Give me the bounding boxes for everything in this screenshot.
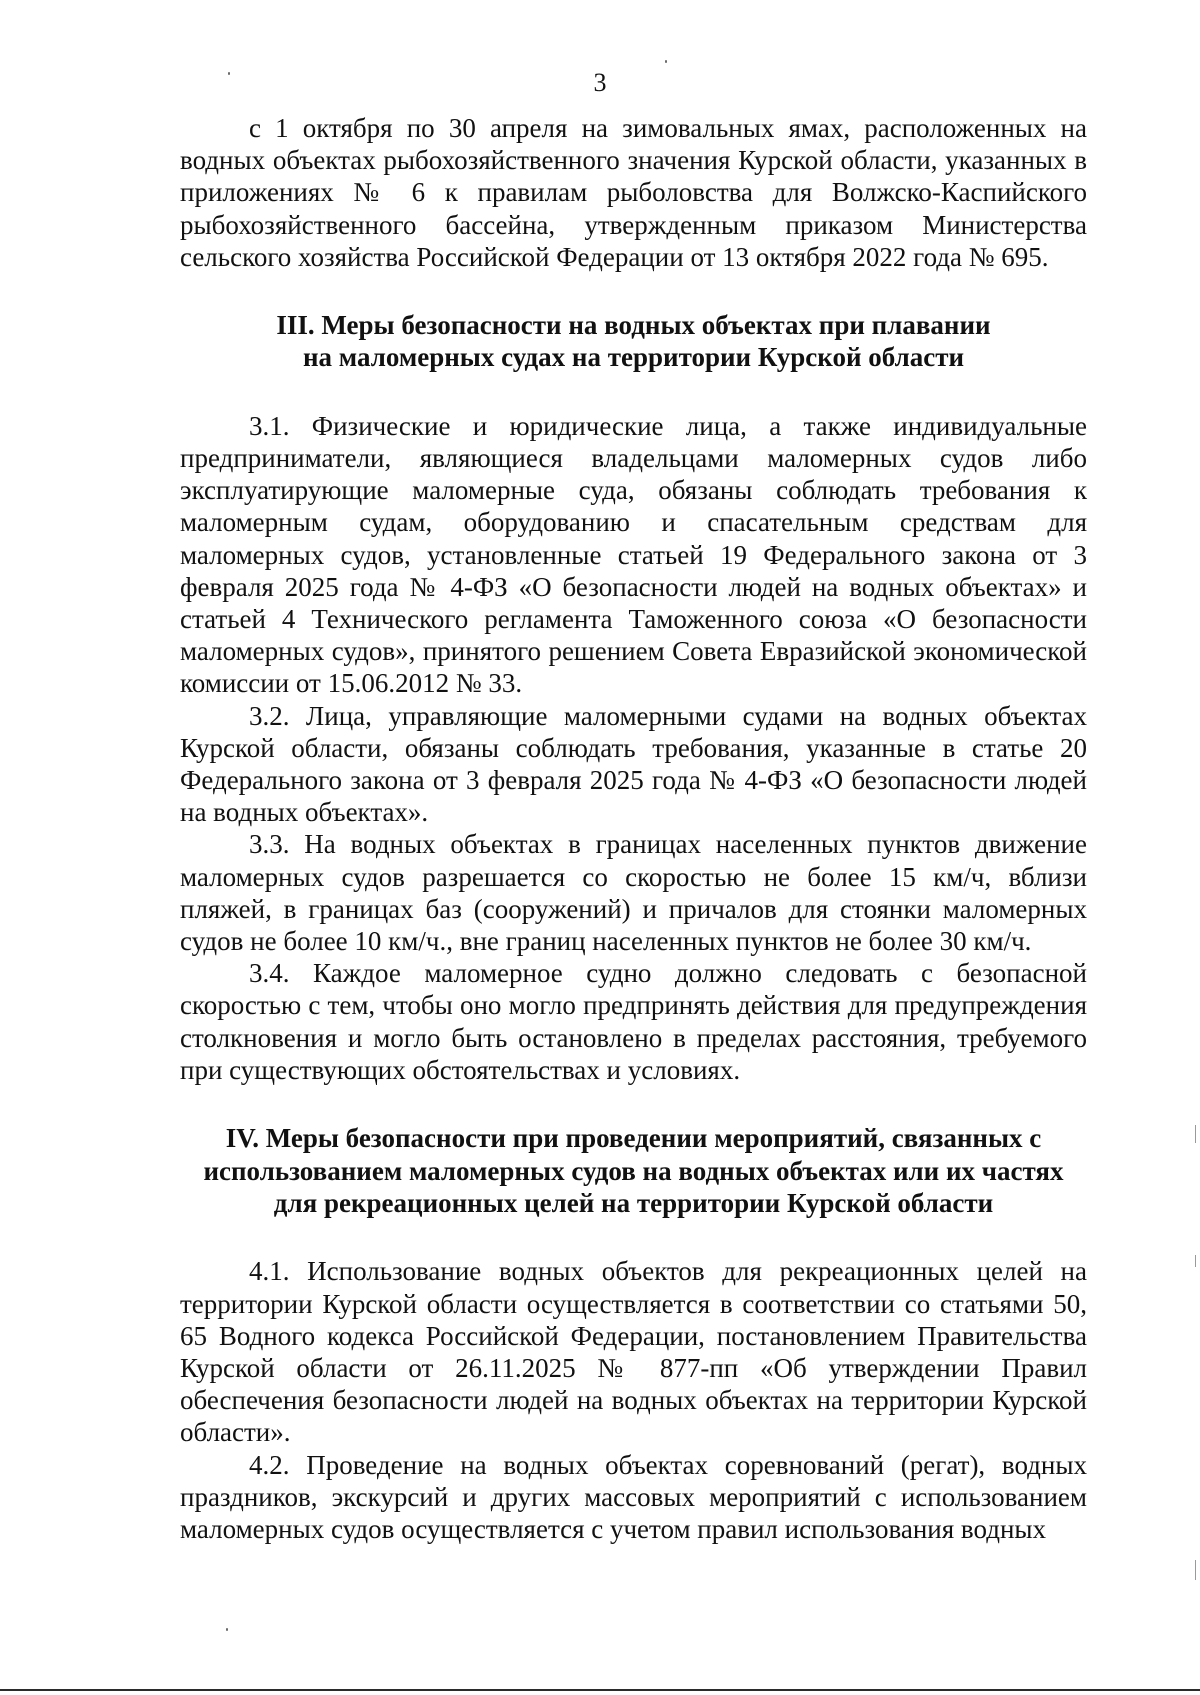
paragraph-3-1: 3.1. Физические и юридические лица, а также индивидуальные предприниматели, являющиеся владельцами маломерных судов либо эксплуатирующие маломерные суда, обязаны соблюдать требования к маломерным судам, оборудованию и спасательным средствам для маломерных судов, установленные статьей 19 Федерального закона от 3 февраля 2025 года № 4-ФЗ «О безопасности людей на водных объектах» и статьей 4 Технического регламента Таможенного союза «О безопасности маломерных судов», принятого решением Совета Евразийской экономической комиссии от 15.06.2012 № 33. bbox=[180, 410, 1087, 699]
section-3-heading-line-1: III. Меры безопасности на водных объектах при плавании bbox=[276, 310, 991, 341]
section-3-heading-line-2: на маломерных судах на территории Курской области bbox=[302, 342, 965, 373]
scan-speck bbox=[665, 60, 667, 63]
document-body bbox=[180, 112, 1087, 1545]
page-number: 3 bbox=[593, 68, 607, 97]
section-4-heading-line-1: IV. Меры безопасности при проведении мероприятий, связанных с bbox=[225, 1123, 1042, 1154]
section-4-heading-line-3: для рекреационных целей на территории Курской области bbox=[273, 1187, 994, 1218]
paragraph-3-2: 3.2. Лица, управляющие маломерными судами на водных объектах Курской области, обязаны соблюдать требования, указанные в статье 20 Федерального закона от 3 февраля 2025 года № 4-ФЗ «О безопасности людей на водных объектах». bbox=[180, 700, 1087, 828]
section-4-heading-line-2: использованием маломерных судов на водных объектах или их частях bbox=[203, 1155, 1064, 1186]
scan-edge-mark bbox=[1195, 1560, 1196, 1580]
scan-speck bbox=[228, 72, 230, 75]
section-4-heading bbox=[180, 1122, 1087, 1219]
paragraph-4-2: 4.2. Проведение на водных объектах соревнований (регат), водных праздников, экскурсий и других массовых мероприятий с использованием маломерных судов осуществляется с учетом правил использования водных bbox=[180, 1449, 1087, 1544]
paragraph-4-1: 4.1. Использование водных объектов для рекреационных целей на территории Курской области осуществляется в соответствии со статьями 50, 65 Водного кодекса Российской Федерации, постановлением Правительства Курской области от 26.11.2025 № 877-пп «Об утверждении Правил обеспечения безопасности людей на водных объектах на территории Курской области». bbox=[180, 1256, 1087, 1448]
intro-paragraph: с 1 октября по 30 апреля на зимовальных ямах, расположенных на водных объектах рыбохозяйственного значения Курской области, указанных в приложениях № 6 к правилам рыболовства для Волжско-Каспийского рыбохозяйственного бассейна, утвержденным приказом Министерства сельского хозяйства Российской Федерации от 13 октября 2022 года № 695. bbox=[180, 113, 1087, 272]
paragraph-3-4: 3.4. Каждое маломерное судно должно следовать с безопасной скоростью с тем, чтобы оно могло предпринять действия для предупреждения столкновения и могло быть остановлено в пределах расстояния, требуемого при существующих обстоятельствах и условиях. bbox=[180, 958, 1087, 1085]
paragraph-3-3: 3.3. На водных объектах в границах населенных пунктов движение маломерных судов разрешается со скоростью не более 15 км/ч, вблизи пляжей, в границах баз (сооружений) и причалов для стоянки маломерных судов не более 10 км/ч., вне границ населенных пунктов не более 30 км/ч. bbox=[180, 829, 1087, 957]
scan-edge-mark bbox=[1195, 1255, 1196, 1267]
page-bottom-edge bbox=[0, 1689, 1200, 1691]
scan-speck bbox=[226, 1628, 228, 1631]
scan-edge-mark bbox=[1195, 1125, 1196, 1143]
section-3-heading bbox=[180, 309, 1087, 374]
